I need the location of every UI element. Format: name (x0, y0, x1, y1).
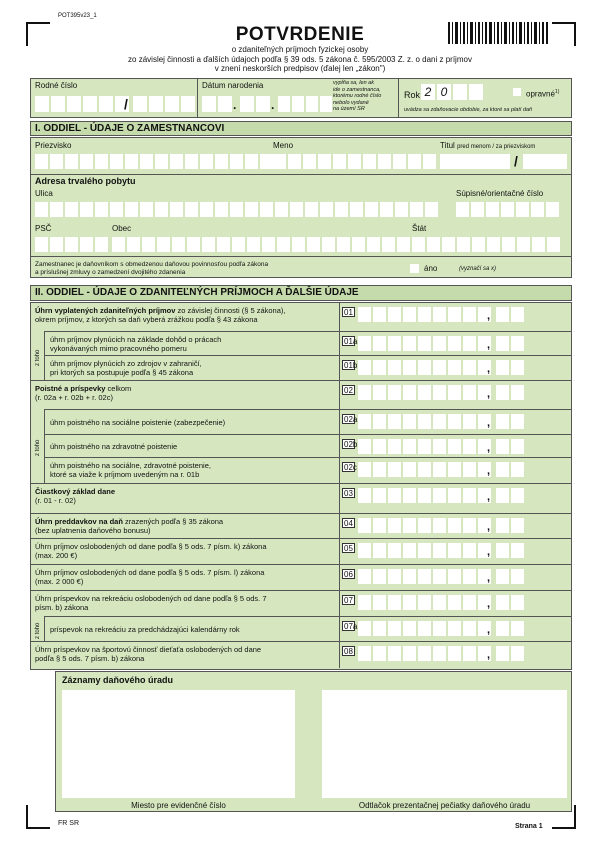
subtitle-line-1: o zdaniteľných príjmoch fyzickej osoby (231, 45, 369, 54)
stat-label: Štát (412, 224, 427, 233)
row-decimal-input-01a[interactable] (496, 336, 524, 351)
rodne-cislo-slash: / (124, 96, 128, 112)
column-divider (339, 302, 340, 668)
decimal-comma: , (487, 417, 491, 429)
row-label-05: Úhrn príjmov oslobodených od dane podľa § 5 ods. 7 písm. k) zákona (max. 200 €) (35, 542, 267, 560)
row-divider (30, 590, 572, 591)
note-line-5: na území SR (333, 106, 365, 112)
z-toho-group-divider (44, 616, 45, 641)
row-code-02: 02 (342, 385, 355, 395)
row-divider (44, 355, 572, 356)
decimal-comma: , (487, 649, 491, 661)
divider-top-1 (197, 78, 198, 118)
row-divider (44, 457, 572, 458)
row-value-input-05[interactable] (358, 543, 491, 558)
row-code-01a: 01a (344, 337, 358, 346)
adresa-label: Adresa trvalého pobytu (35, 176, 136, 186)
decimal-comma: , (487, 310, 491, 322)
row-label-01a: úhrn príjmov plynúcich na základe dohôd o prácach vykonávaných mimo pracovného pomeru (50, 335, 222, 353)
row-code-02c: 02c (344, 463, 357, 472)
note-line-2: ide o zamestnanca, (333, 86, 381, 93)
datum-dot-2: . (271, 98, 275, 112)
row-decimal-input-07a[interactable] (496, 621, 524, 636)
rok-digit-1: 2 (421, 84, 435, 100)
row-divider (44, 409, 572, 410)
row-value-input-01[interactable] (358, 307, 491, 322)
row-divider (44, 616, 572, 617)
note-line-4: nebolo vydané (333, 99, 369, 106)
section-2-body (30, 302, 572, 670)
decimal-comma: , (487, 598, 491, 610)
rodne-cislo-label: Rodné číslo (35, 81, 78, 90)
row-decimal-input-03[interactable] (496, 488, 524, 503)
dvoj-divider (30, 256, 572, 257)
office-stamp-box[interactable] (322, 690, 567, 798)
row-code-03: 03 (342, 488, 355, 498)
row-value-input-01a[interactable] (358, 336, 491, 351)
footer-right: Strana 1 (515, 823, 543, 830)
row-decimal-input-06[interactable] (496, 569, 524, 584)
row-divider (30, 513, 572, 514)
row-code-01b: 01b (344, 361, 358, 370)
row-decimal-input-02c[interactable] (496, 462, 524, 477)
dvoj-line-1: Zamestnanec je daňovníkom s obmedzenou daňovou povinnosťou podľa zákona (35, 261, 269, 268)
decimal-comma: , (487, 546, 491, 558)
period-note: uvádza sa zdaňovacie obdobie, za ktoré sa platí daň (404, 107, 533, 113)
section-2-title: II. ODDIEL - ÚDAJE O ZDANITEĽNÝCH PRÍJMOCH A ĎALŠIE ÚDAJE (35, 287, 359, 298)
row-code-07a: 07a (344, 622, 358, 631)
section-1-title: I. ODDIEL - ÚDAJE O ZAMESTNANCOVI (35, 123, 225, 134)
datum-year-input[interactable] (278, 96, 332, 112)
ulica-input[interactable] (35, 202, 438, 217)
supisne-input[interactable] (456, 202, 559, 217)
row-divider (30, 538, 572, 539)
z-toho-group-divider (44, 409, 45, 483)
obec-label: Obec (112, 224, 132, 233)
rok-digit-2: 0 (437, 84, 451, 100)
datum-note (333, 80, 381, 113)
row-label-02b: úhrn poistného na zdravotné poistenie (50, 441, 178, 451)
decimal-comma: , (487, 363, 491, 375)
row-divider (30, 564, 572, 565)
priezvisko-input[interactable] (35, 154, 273, 169)
decimal-comma: , (487, 572, 491, 584)
row-code-01: 01 (342, 307, 355, 317)
row-value-input-03[interactable] (358, 488, 491, 503)
row-decimal-input-04[interactable] (496, 518, 524, 533)
row-value-input-07a[interactable] (358, 621, 491, 636)
opravne-label: opravné$^{1)}$ (526, 89, 560, 99)
form-code: POT395v23_1 (58, 13, 97, 19)
row-label-02: Poistné a príspevky celkom (r. 02a + r. 02b + r. 02c) (35, 384, 132, 402)
office-title: Záznamy daňového úradu (62, 675, 174, 685)
decimal-comma: , (487, 465, 491, 477)
office-left-caption: Miesto pre evidenčné číslo (131, 801, 226, 810)
ano-checkbox[interactable] (410, 264, 419, 273)
row-divider (44, 434, 572, 435)
meno-label: Meno (273, 141, 294, 150)
titul-slash: / (514, 153, 518, 169)
datum-narodenia-label: Dátum narodenia (202, 81, 264, 90)
decimal-comma: , (487, 521, 491, 533)
divider-top-2 (398, 78, 399, 118)
row-divider (44, 331, 572, 332)
rok-input[interactable] (421, 84, 483, 100)
decimal-comma: , (487, 624, 491, 636)
row-code-05: 05 (342, 543, 355, 553)
row-code-07: 07 (342, 595, 355, 605)
row-label-01b: úhrn príjmov plynúcich zo zdrojov v zahraničí, pri ktorých sa postupuje podľa § 45 zákona (50, 359, 202, 377)
supisne-label: Súpisné/orientačné číslo (456, 189, 544, 198)
row-code-02a: 02a (344, 415, 358, 424)
row-decimal-input-01b[interactable] (496, 360, 524, 375)
row-label-02a: úhrn poistného na sociálne poistenie (zabezpečenie) (50, 417, 226, 427)
psc-label: PSČ (35, 224, 52, 233)
decimal-comma: , (487, 339, 491, 351)
row-value-input-02[interactable] (358, 385, 491, 400)
ulica-label: Ulica (35, 189, 53, 198)
row-label-07: Úhrn príspevkov na rekreáciu oslobodených od dane podľa § 5 ods. 7 písm. b) zákona (35, 594, 267, 612)
row-decimal-input-02b[interactable] (496, 439, 524, 454)
row-value-input-02b[interactable] (358, 439, 491, 454)
psc-input[interactable] (35, 237, 108, 252)
row-decimal-input-05[interactable] (496, 543, 524, 558)
form-title: POTVRDENIE (235, 24, 365, 45)
row-value-input-08[interactable] (358, 646, 491, 661)
office-evidence-box[interactable] (62, 690, 295, 798)
obec-input[interactable] (112, 237, 410, 252)
z-toho-label: z toho (35, 439, 41, 456)
note-line-1: vypĺňa sa, len ak (333, 80, 374, 86)
row-decimal-input-08[interactable] (496, 646, 524, 661)
meno-input[interactable] (273, 154, 436, 169)
row-code-08: 08 (342, 646, 355, 656)
opravne-checkbox[interactable] (513, 88, 521, 96)
subtitle-line-3: v znení neskorších predpisov (ďalej len „zákon") (214, 64, 386, 73)
datum-dot-1: . (233, 98, 237, 112)
row-label-03: Čiastkový základ dane (r. 01 - r. 02) (35, 487, 116, 505)
decimal-comma: , (487, 491, 491, 503)
z-toho-group-divider (44, 331, 45, 380)
row-value-input-04[interactable] (358, 518, 491, 533)
row-label-06: Úhrn príjmov oslobodených od dane podľa § 5 ods. 7 písm. l) zákona (max. 2 000 €) (35, 568, 265, 586)
row-code-02b: 02b (344, 440, 358, 449)
decimal-comma: , (487, 388, 491, 400)
row-value-input-06[interactable] (358, 569, 491, 584)
titul-za-input[interactable] (523, 154, 567, 169)
dvoj-line-2: a príslušnej zmluvy o zamedzení dvojitého zdanenia (35, 268, 186, 276)
row-decimal-input-07[interactable] (496, 595, 524, 610)
row-value-input-07[interactable] (358, 595, 491, 610)
row-value-input-02a[interactable] (358, 414, 491, 429)
row-decimal-input-02[interactable] (496, 385, 524, 400)
note-line-3: ktorému rodné číslo (333, 93, 382, 99)
row-decimal-input-02a[interactable] (496, 414, 524, 429)
priezvisko-label: Priezvisko (35, 141, 72, 150)
dvoj-text (35, 261, 268, 276)
row-label-04: Úhrn preddavkov na daň zrazených podľa § 35 zákona (bez uplatnenia daňového bonusu) (35, 517, 224, 535)
datum-month-input[interactable] (240, 96, 270, 112)
row-label-08: Úhrn príspevkov na športovú činnosť dieťaťa oslobodených od dane podľa § 5 ods. 7 písm. b) zákona (35, 645, 262, 663)
office-right-caption: Odtlačok prezentačnej pečiatky daňového úradu (358, 801, 531, 810)
row-label-07a: príspevok na rekreáciu za predchádzajúci kalendárny rok (50, 624, 240, 634)
decimal-comma: , (487, 442, 491, 454)
subtitle-line-2: zo závislej činnosti a ďalších údajoch podľa § 39 ods. 5 zákona č. 595/2003 Z. z. o dani z príjmov (128, 54, 472, 64)
corner-mark-bl (26, 805, 50, 829)
stat-input[interactable] (412, 237, 560, 252)
rok-label: Rok (404, 90, 421, 100)
row-label-01: Úhrn vyplatených zdaniteľných príjmov zo závislej činnosti (§ 5 zákona), okrem príjmov, z ktorých sa daň vyberá zrážkou podľa § 43 zákona (35, 306, 286, 324)
datum-day-input[interactable] (202, 96, 232, 112)
titul-pred-input[interactable] (440, 154, 510, 169)
row-value-input-01b[interactable] (358, 360, 491, 375)
rodne-cislo-input-a[interactable] (35, 96, 129, 112)
z-toho-label: z toho (35, 349, 41, 366)
row-divider (30, 302, 572, 303)
form-subtitle (0, 45, 600, 74)
row-code-04: 04 (342, 518, 355, 528)
z-toho-label: z toho (35, 622, 41, 639)
row-divider (30, 641, 572, 642)
vyznac-label: (vyznačí sa x) (459, 266, 497, 272)
rodne-cislo-input-b[interactable] (133, 96, 195, 112)
row-label-02c: úhrn poistného na sociálne, zdravotné poistenie, ktoré sa viaže k príjmom uvedeným na r. 01b (50, 461, 211, 479)
footer-left: FR SR (58, 820, 79, 827)
row-value-input-02c[interactable] (358, 462, 491, 477)
row-divider (30, 483, 572, 484)
ano-label: áno (424, 264, 438, 273)
row-decimal-input-01[interactable] (496, 307, 524, 322)
titul-label: Titul pred menom / za priezviskom (440, 141, 536, 150)
address-divider (30, 174, 572, 175)
row-code-06: 06 (342, 569, 355, 579)
row-divider (30, 380, 572, 381)
